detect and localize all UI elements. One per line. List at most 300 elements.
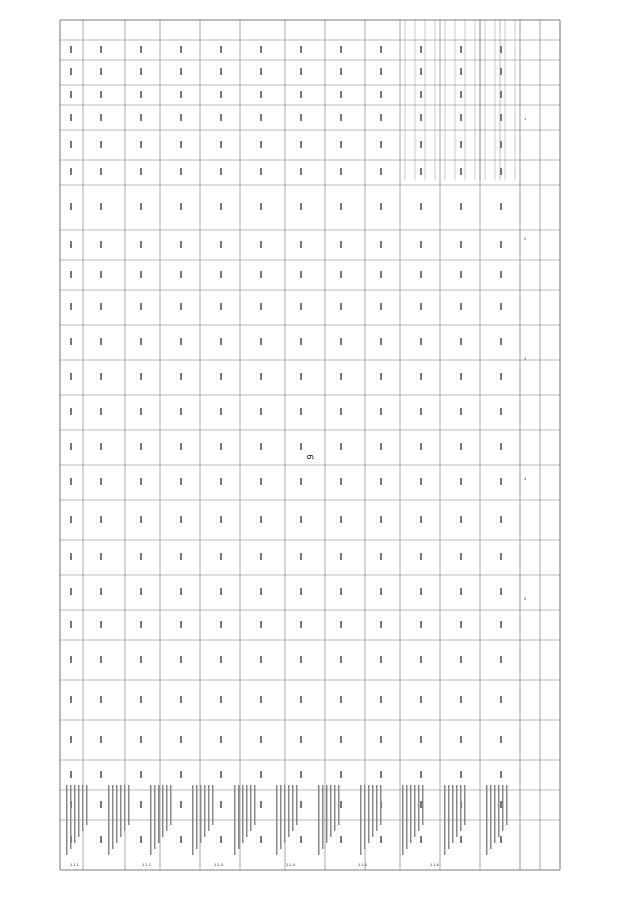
row-description-text: [464, 785, 466, 825]
row-description-text: [414, 785, 416, 837]
cell-value-mark: [300, 656, 302, 663]
cell-value-mark: [300, 46, 302, 53]
cell-value-mark: [100, 91, 102, 98]
cell-value-mark: [70, 168, 72, 175]
row-description-text: [406, 785, 408, 849]
cell-value-mark: [300, 836, 302, 843]
row-description-text: [410, 785, 412, 843]
cell-value-mark: [340, 771, 342, 778]
cell-value-mark: [420, 443, 422, 450]
row-description-text: [124, 785, 126, 831]
cell-value-mark: [460, 836, 462, 843]
row-description-text: [78, 785, 80, 837]
cell-value-mark: [500, 553, 502, 560]
row-description-text: [376, 785, 378, 831]
cell-value-mark: [180, 553, 182, 560]
cell-value-mark: [180, 203, 182, 210]
cell-value-mark: [500, 68, 502, 75]
cell-value-mark: [70, 241, 72, 248]
cell-value-mark: [340, 271, 342, 278]
cell-value-mark: [340, 168, 342, 175]
cell-value-mark: [460, 203, 462, 210]
row-description-text: [120, 785, 122, 837]
row-description-text: [456, 785, 458, 837]
cell-value-mark: [340, 338, 342, 345]
row-description-text: [74, 785, 76, 843]
cell-value-mark: [100, 271, 102, 278]
cell-value-mark: [500, 656, 502, 663]
cell-value-mark: [70, 443, 72, 450]
cell-value-mark: [100, 621, 102, 628]
cell-value-mark: [180, 91, 182, 98]
cell-value-mark: [420, 478, 422, 485]
cell-value-mark: [260, 516, 262, 523]
cell-value-mark: [180, 373, 182, 380]
row-description-text: [288, 785, 290, 837]
cell-value-mark: [420, 338, 422, 345]
row-description-text: [154, 785, 156, 849]
cell-value-mark: [420, 771, 422, 778]
cell-value-mark: [140, 303, 142, 310]
cell-value-mark: [220, 656, 222, 663]
cell-value-mark: [180, 338, 182, 345]
row-code: 1.1.6: [430, 862, 439, 867]
row-description-text: [204, 785, 206, 837]
cell-value-mark: [180, 46, 182, 53]
cell-value-mark: [460, 373, 462, 380]
cell-value-mark: [100, 373, 102, 380]
cell-value-mark: [70, 553, 72, 560]
cell-value-mark: [380, 91, 382, 98]
row-code: 1.1.4: [286, 862, 295, 867]
cell-value-mark: [300, 141, 302, 148]
cell-value-mark: [420, 696, 422, 703]
cell-value-mark: [340, 836, 342, 843]
cell-value-mark: [70, 771, 72, 778]
row-code: 1.1.5: [358, 862, 367, 867]
cell-value-mark: [340, 621, 342, 628]
row-description-text: [112, 785, 114, 849]
cell-value-mark: [140, 516, 142, 523]
cell-value-mark: [260, 68, 262, 75]
row-description-text: [360, 785, 362, 855]
cell-value-mark: [140, 771, 142, 778]
cell-value-mark: [220, 553, 222, 560]
row-description-text: [246, 785, 248, 837]
cell-value-mark: [300, 588, 302, 595]
cell-value-mark: [100, 141, 102, 148]
cell-value-mark: [220, 46, 222, 53]
cell-value-mark: [70, 46, 72, 53]
cell-value-mark: [500, 408, 502, 415]
cell-value-mark: [420, 801, 422, 808]
cell-value-mark: [300, 408, 302, 415]
cell-value-mark: [380, 621, 382, 628]
cell-value-mark: [180, 588, 182, 595]
row-description-text: [338, 785, 340, 825]
column-number: 1: [524, 116, 527, 121]
cell-value-mark: [70, 303, 72, 310]
cell-value-mark: [100, 836, 102, 843]
cell-value-mark: [420, 114, 422, 121]
cell-value-mark: [220, 271, 222, 278]
row-description-text: [242, 785, 244, 843]
cell-value-mark: [420, 203, 422, 210]
cell-value-mark: [340, 553, 342, 560]
cell-value-mark: [140, 801, 142, 808]
cell-value-mark: [340, 46, 342, 53]
cell-value-mark: [460, 68, 462, 75]
row-code: 1.1.3: [214, 862, 223, 867]
cell-value-mark: [260, 553, 262, 560]
cell-value-mark: [380, 771, 382, 778]
cell-value-mark: [100, 736, 102, 743]
cell-value-mark: [420, 656, 422, 663]
cell-value-mark: [300, 91, 302, 98]
cell-value-mark: [260, 338, 262, 345]
row-description-text: [250, 785, 252, 831]
cell-value-mark: [140, 588, 142, 595]
cell-value-mark: [70, 588, 72, 595]
cell-value-mark: [300, 478, 302, 485]
cell-value-mark: [460, 114, 462, 121]
cell-value-mark: [500, 338, 502, 345]
cell-value-mark: [420, 408, 422, 415]
cell-value-mark: [380, 241, 382, 248]
cell-value-mark: [460, 553, 462, 560]
cell-value-mark: [500, 588, 502, 595]
cell-value-mark: [500, 516, 502, 523]
cell-value-mark: [180, 736, 182, 743]
cell-value-mark: [300, 271, 302, 278]
row-description-text: [82, 785, 84, 831]
cell-value-mark: [140, 141, 142, 148]
cell-value-mark: [140, 46, 142, 53]
cell-value-mark: [420, 68, 422, 75]
row-description-text: [318, 785, 320, 855]
cell-value-mark: [500, 271, 502, 278]
row-code: 1.1.1: [70, 862, 79, 867]
cell-value-mark: [340, 141, 342, 148]
cell-value-mark: [300, 373, 302, 380]
row-description-text: [192, 785, 194, 855]
column-number: 2: [524, 236, 527, 241]
cell-value-mark: [260, 656, 262, 663]
cell-value-mark: [340, 408, 342, 415]
cell-value-mark: [500, 696, 502, 703]
cell-value-mark: [420, 91, 422, 98]
row-description-text: [364, 785, 366, 849]
cell-value-mark: [140, 91, 142, 98]
cell-value-mark: [380, 736, 382, 743]
cell-value-mark: [260, 373, 262, 380]
cell-value-mark: [220, 696, 222, 703]
cell-value-mark: [70, 91, 72, 98]
cell-value-mark: [340, 114, 342, 121]
cell-value-mark: [500, 736, 502, 743]
cell-value-mark: [140, 114, 142, 121]
cell-value-mark: [220, 836, 222, 843]
cell-value-mark: [220, 801, 222, 808]
row-description-text: [292, 785, 294, 831]
row-description-text: [506, 785, 508, 825]
cell-value-mark: [70, 141, 72, 148]
cell-value-mark: [460, 241, 462, 248]
cell-value-mark: [460, 303, 462, 310]
cell-value-mark: [380, 46, 382, 53]
cell-value-mark: [260, 588, 262, 595]
cell-value-mark: [300, 736, 302, 743]
cell-value-mark: [260, 736, 262, 743]
row-description-text: [490, 785, 492, 849]
cell-value-mark: [380, 443, 382, 450]
row-description-text: [66, 785, 68, 855]
cell-value-mark: [500, 46, 502, 53]
column-number: 5: [524, 596, 527, 601]
cell-value-mark: [220, 373, 222, 380]
cell-value-mark: [70, 373, 72, 380]
cell-value-mark: [380, 516, 382, 523]
cell-value-mark: [180, 696, 182, 703]
cell-value-mark: [180, 836, 182, 843]
cell-value-mark: [340, 91, 342, 98]
cell-value-mark: [180, 443, 182, 450]
cell-value-mark: [140, 443, 142, 450]
cell-value-mark: [70, 203, 72, 210]
cell-value-mark: [260, 801, 262, 808]
cell-value-mark: [220, 141, 222, 148]
cell-value-mark: [300, 801, 302, 808]
cell-value-mark: [300, 168, 302, 175]
cell-value-mark: [100, 168, 102, 175]
row-description-text: [70, 785, 72, 849]
cell-value-mark: [140, 203, 142, 210]
cell-value-mark: [380, 338, 382, 345]
cell-value-mark: [300, 443, 302, 450]
cell-value-mark: [140, 241, 142, 248]
cell-value-mark: [260, 46, 262, 53]
cell-value-mark: [260, 408, 262, 415]
cell-value-mark: [100, 114, 102, 121]
cell-value-mark: [380, 696, 382, 703]
cell-value-mark: [500, 168, 502, 175]
cell-value-mark: [500, 621, 502, 628]
row-description-text: [444, 785, 446, 855]
cell-value-mark: [100, 68, 102, 75]
row-description-text: [166, 785, 168, 831]
cell-value-mark: [460, 621, 462, 628]
cell-value-mark: [420, 516, 422, 523]
cell-value-mark: [70, 408, 72, 415]
cell-value-mark: [420, 373, 422, 380]
cell-value-mark: [180, 621, 182, 628]
cell-value-mark: [380, 408, 382, 415]
cell-value-mark: [70, 271, 72, 278]
cell-value-mark: [140, 621, 142, 628]
cell-value-mark: [380, 373, 382, 380]
row-description-text: [502, 785, 504, 831]
cell-value-mark: [100, 338, 102, 345]
row-description-text: [158, 785, 160, 843]
row-description-text: [330, 785, 332, 837]
cell-value-mark: [180, 168, 182, 175]
cell-value-mark: [300, 516, 302, 523]
cell-value-mark: [100, 516, 102, 523]
cell-value-mark: [100, 588, 102, 595]
cell-value-mark: [460, 696, 462, 703]
row-description-text: [280, 785, 282, 849]
row-description-text: [196, 785, 198, 849]
cell-value-mark: [340, 303, 342, 310]
row-description-text: [162, 785, 164, 837]
cell-value-mark: [140, 836, 142, 843]
cell-value-mark: [460, 588, 462, 595]
cell-value-mark: [70, 516, 72, 523]
cell-value-mark: [180, 516, 182, 523]
cell-value-mark: [220, 303, 222, 310]
row-description-text: [422, 785, 424, 825]
cell-value-mark: [300, 621, 302, 628]
cell-value-mark: [100, 203, 102, 210]
cell-value-mark: [220, 516, 222, 523]
cell-value-mark: [380, 68, 382, 75]
cell-value-mark: [70, 68, 72, 75]
cell-value-mark: [180, 478, 182, 485]
cell-value-mark: [100, 46, 102, 53]
cell-value-mark: [380, 168, 382, 175]
cell-value-mark: [220, 203, 222, 210]
cell-value-mark: [300, 771, 302, 778]
row-description-text: [170, 785, 172, 825]
cell-value-mark: [220, 114, 222, 121]
cell-value-mark: [260, 303, 262, 310]
cell-value-mark: [420, 241, 422, 248]
cell-value-mark: [380, 114, 382, 121]
cell-value-mark: [420, 303, 422, 310]
cell-value-mark: [220, 588, 222, 595]
cell-value-mark: [140, 656, 142, 663]
cell-value-mark: [340, 588, 342, 595]
cell-value-mark: [500, 771, 502, 778]
cell-value-mark: [500, 91, 502, 98]
cell-value-mark: [220, 338, 222, 345]
cell-value-mark: [260, 241, 262, 248]
cell-value-mark: [140, 736, 142, 743]
cell-value-mark: [260, 696, 262, 703]
cell-value-mark: [180, 408, 182, 415]
cell-value-mark: [460, 443, 462, 450]
row-description-text: [254, 785, 256, 825]
cell-value-mark: [140, 373, 142, 380]
row-description-text: [128, 785, 130, 825]
cell-value-mark: [100, 656, 102, 663]
cell-value-mark: [380, 656, 382, 663]
cell-value-mark: [70, 656, 72, 663]
cell-value-mark: [100, 553, 102, 560]
cell-value-mark: [500, 443, 502, 450]
cell-value-mark: [380, 271, 382, 278]
cell-value-mark: [420, 588, 422, 595]
cell-value-mark: [420, 168, 422, 175]
cell-value-mark: [70, 114, 72, 121]
cell-value-mark: [380, 141, 382, 148]
cell-value-mark: [300, 114, 302, 121]
cell-value-mark: [180, 801, 182, 808]
cell-value-mark: [260, 478, 262, 485]
cell-value-mark: [340, 373, 342, 380]
cell-value-mark: [140, 408, 142, 415]
cell-value-mark: [500, 836, 502, 843]
cell-value-mark: [220, 91, 222, 98]
cell-value-mark: [220, 736, 222, 743]
row-description-text: [108, 785, 110, 855]
cell-value-mark: [340, 656, 342, 663]
cell-value-mark: [180, 271, 182, 278]
cell-value-mark: [180, 303, 182, 310]
cell-value-mark: [100, 696, 102, 703]
cell-value-mark: [340, 478, 342, 485]
cell-value-mark: [420, 141, 422, 148]
row-description-text: [380, 785, 382, 825]
cell-value-mark: [340, 696, 342, 703]
cell-value-mark: [260, 141, 262, 148]
row-description-text: [208, 785, 210, 831]
cell-value-mark: [460, 271, 462, 278]
cell-value-mark: [420, 736, 422, 743]
cell-value-mark: [340, 443, 342, 450]
cell-value-mark: [220, 168, 222, 175]
cell-value-mark: [380, 303, 382, 310]
cell-value-mark: [180, 771, 182, 778]
cell-value-mark: [300, 203, 302, 210]
cell-value-mark: [340, 241, 342, 248]
cell-value-mark: [70, 696, 72, 703]
cell-value-mark: [420, 621, 422, 628]
cell-value-mark: [340, 68, 342, 75]
cell-value-mark: [140, 696, 142, 703]
cell-value-mark: [420, 553, 422, 560]
cell-value-mark: [460, 338, 462, 345]
cell-value-mark: [500, 478, 502, 485]
cell-value-mark: [460, 771, 462, 778]
cell-value-mark: [460, 141, 462, 148]
cell-value-mark: [460, 656, 462, 663]
cell-value-mark: [260, 271, 262, 278]
cell-value-mark: [300, 303, 302, 310]
cell-value-mark: [140, 338, 142, 345]
cell-value-mark: [420, 271, 422, 278]
cell-value-mark: [380, 836, 382, 843]
cell-value-mark: [220, 408, 222, 415]
cell-value-mark: [460, 168, 462, 175]
cell-value-mark: [220, 443, 222, 450]
cell-value-mark: [500, 373, 502, 380]
row-description-text: [276, 785, 278, 855]
column-number: 3: [524, 356, 527, 361]
cell-value-mark: [260, 203, 262, 210]
cell-value-mark: [500, 141, 502, 148]
cell-value-mark: [460, 46, 462, 53]
cell-value-mark: [100, 478, 102, 485]
cell-value-mark: [70, 338, 72, 345]
cell-value-mark: [380, 478, 382, 485]
cell-value-mark: [420, 46, 422, 53]
cell-value-mark: [460, 408, 462, 415]
cell-value-mark: [100, 303, 102, 310]
cell-value-mark: [180, 656, 182, 663]
cell-value-mark: [140, 271, 142, 278]
cell-value-mark: [260, 836, 262, 843]
